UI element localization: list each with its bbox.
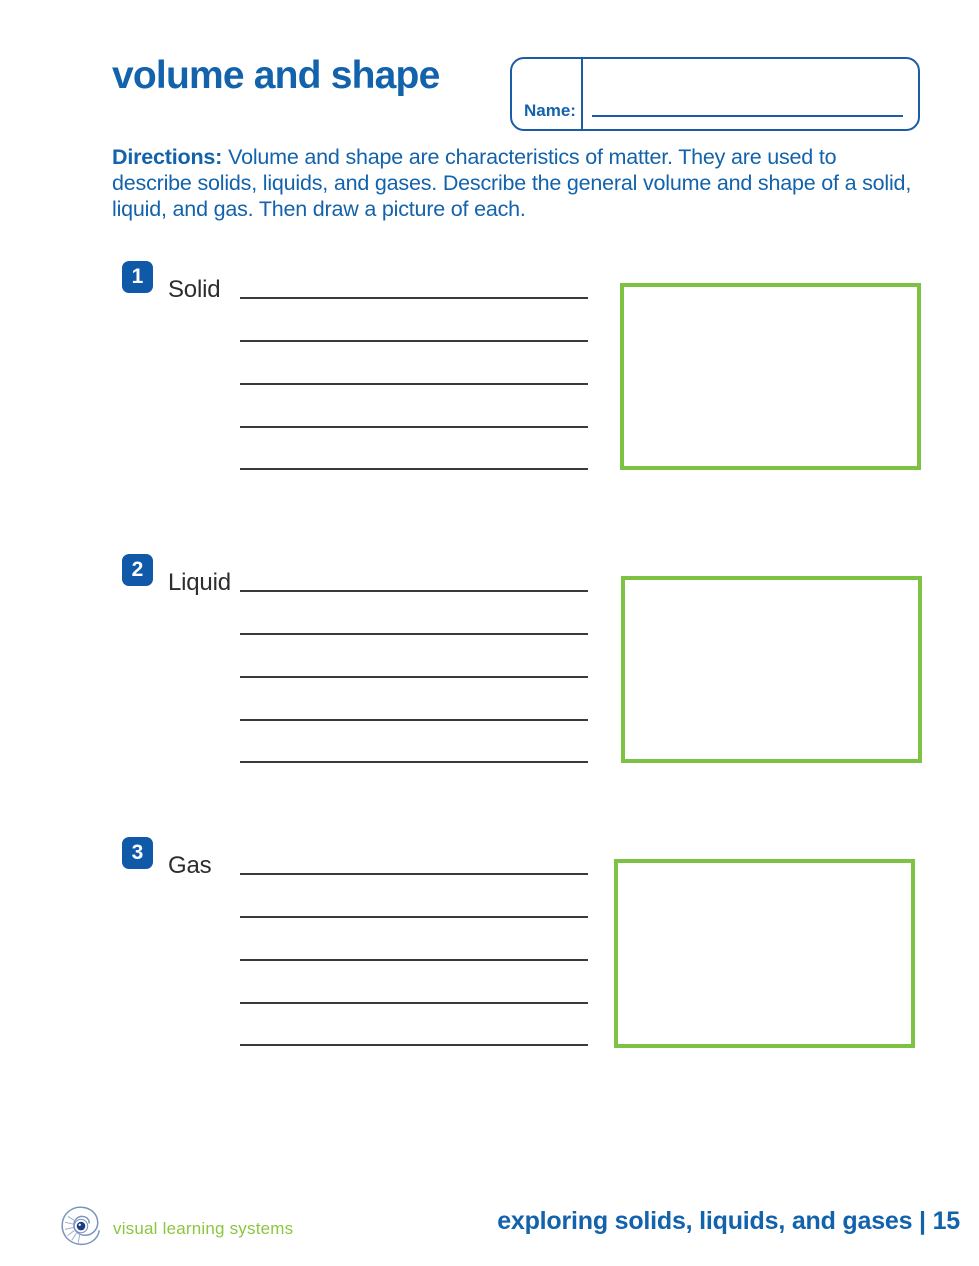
answer-line[interactable] [240,340,588,342]
brand-text: visual learning systems [113,1219,294,1238]
nautilus-spiral-icon [58,1202,104,1248]
item-number-badge: 2 [122,554,153,586]
item-label: Solid [168,276,221,303]
item-number-badge: 1 [122,261,153,293]
section-solid [122,261,932,521]
name-input-line[interactable] [592,115,903,117]
directions [112,144,912,222]
answer-line[interactable] [240,590,588,592]
answer-line[interactable] [240,916,588,918]
section-liquid [122,554,932,814]
page-title: volume and shape [112,54,440,97]
directions-text: Volume and shape are characteristics of matter. They are used to describe solids, liquids, and gases. Describe the general volume and shape of a solid, liquid, and gas. Then draw a picture of each. [112,145,912,221]
footer-page-label: exploring solids, liquids, and gases | 15 [497,1207,960,1235]
name-label: Name: [524,101,576,120]
item-number-badge: 3 [122,837,153,869]
answer-line[interactable] [240,468,588,470]
answer-line[interactable] [240,761,588,763]
drawing-box-liquid[interactable] [621,576,922,763]
answer-line[interactable] [240,297,588,299]
drawing-box-solid[interactable] [620,283,921,470]
answer-line[interactable] [240,633,588,635]
section-gas [122,837,932,1097]
item-label: Gas [168,852,212,879]
answer-line[interactable] [240,676,588,678]
answer-line[interactable] [240,426,588,428]
answer-line[interactable] [240,1044,588,1046]
answer-line[interactable] [240,383,588,385]
answer-line[interactable] [240,719,588,721]
directions-label: Directions: [112,145,223,169]
answer-line[interactable] [240,1002,588,1004]
drawing-box-gas[interactable] [614,859,915,1048]
answer-line[interactable] [240,873,588,875]
name-box [510,57,920,131]
item-label: Liquid [168,569,231,596]
answer-line[interactable] [240,959,588,961]
name-box-divider [581,59,583,129]
